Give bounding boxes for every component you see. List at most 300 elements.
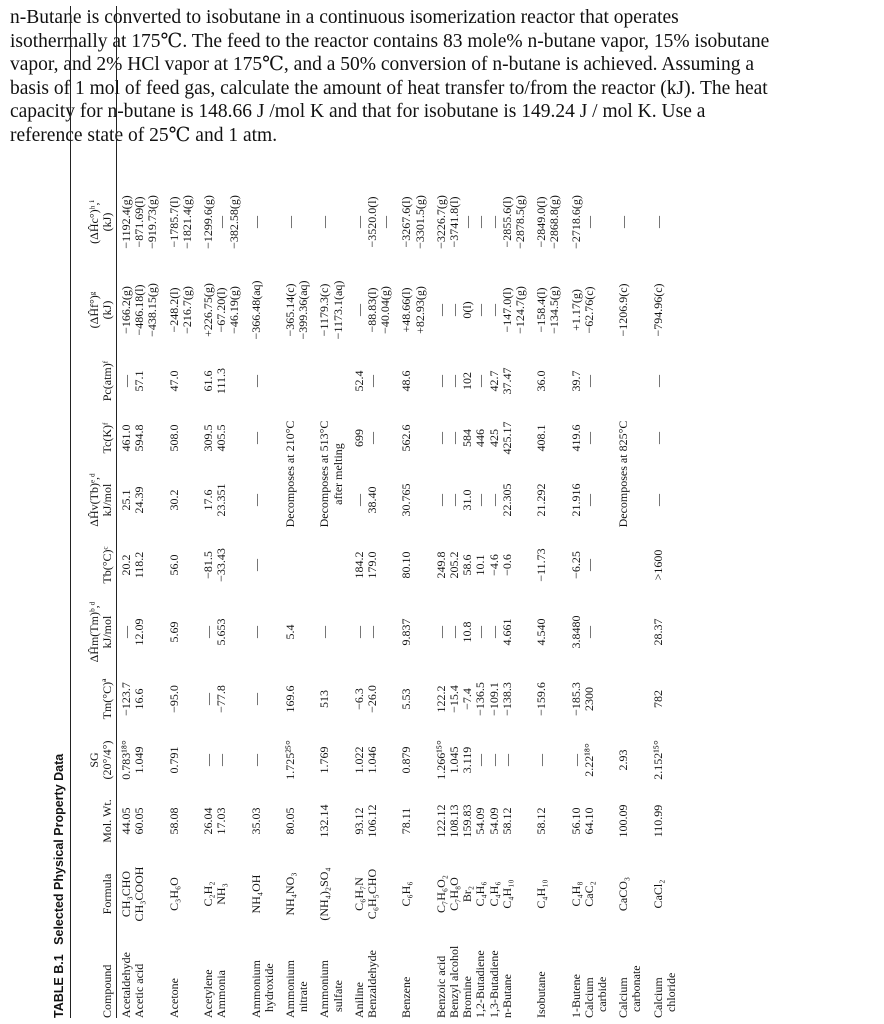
cell-mw: 100.09	[616, 804, 631, 838]
cell-tc: 562.6	[399, 424, 414, 452]
cell-sg: 2.152¹⁵°	[650, 740, 665, 780]
cell-pc: 52.4	[351, 370, 366, 392]
cell-compound: Ammonium	[317, 959, 332, 1018]
cell-tc: 461.0	[119, 424, 133, 452]
cell-tb: −0.6	[499, 554, 514, 576]
cell-dhc: —	[650, 216, 665, 228]
cell-tc: —	[248, 432, 263, 444]
cell-tb: −11.73	[534, 548, 549, 582]
cell-compound: Benzoic acid	[433, 955, 448, 1018]
cell-dhf: —	[473, 304, 488, 316]
cell-dhc: −2849.0(l)	[534, 196, 549, 248]
cell-dhc: −3226.7(g)	[433, 195, 448, 249]
cell-dhm: —	[248, 626, 263, 638]
cell-mw: 106.12	[365, 804, 379, 838]
cell-dhf: —	[351, 304, 366, 316]
header-sg: SG (20°/4°)	[87, 740, 114, 780]
cell-dhv: 38.40	[365, 486, 379, 514]
cell-mw: 58.12	[534, 807, 549, 835]
cell-dhv: 21.292	[534, 483, 549, 517]
header-formula: Formula	[100, 873, 114, 915]
cell-dhf: −46.19(g)	[227, 286, 242, 334]
cell-formula: NH₃	[214, 883, 229, 905]
cell-note-span: Decomposes at 210°C	[283, 420, 297, 528]
cell-dhm: —	[351, 626, 366, 638]
cell-dhm: 12.09	[132, 618, 147, 646]
cell-note-span: after melting	[330, 443, 345, 505]
cell-tc: 405.5	[214, 424, 229, 452]
cell-tc: 419.6	[568, 424, 583, 452]
cell-mw: 93.12	[351, 807, 366, 835]
cell-dhc: —	[248, 216, 263, 228]
cell-formula: C₄H₈	[568, 881, 583, 907]
cell-dhc: −3267.6(l)	[399, 196, 414, 248]
cell-mw: 58.12	[499, 807, 514, 835]
cell-dhv: 30.2	[166, 489, 181, 511]
problem-line: isothermally at 175℃. The feed to the reactor contains 83 mole% n-butane vapor, 15% isobutane	[10, 30, 770, 52]
cell-dhv: 17.6	[201, 489, 215, 511]
cell-tm: −15.4	[447, 685, 461, 713]
cell-compound: Calcium	[650, 977, 665, 1018]
cell-compound: 1,2-Butadiene	[473, 950, 488, 1018]
cell-formula: C₄H₁₀	[499, 879, 514, 909]
header-dhc: (ΔĤc°)ʰ,ⁱ (kJ)	[87, 200, 114, 244]
cell-dhf: −365.14(c)	[283, 283, 297, 337]
cell-dhc: —	[616, 216, 631, 228]
cell-formula: C₇H₆O₂	[433, 875, 448, 913]
cell-tc: 446	[473, 429, 488, 447]
cell-pc: —	[650, 375, 665, 387]
cell-sg: 2.22¹⁸°	[581, 743, 596, 777]
cell-formula: C₆H₇N	[351, 877, 366, 911]
cell-dhf: −88.83(l)	[365, 287, 379, 333]
cell-mw: 44.05	[119, 807, 133, 835]
cell-tm: −109.1	[486, 682, 501, 716]
cell-dhf: —	[447, 304, 461, 316]
cell-compound: Bromine	[460, 976, 475, 1018]
cell-sg: 2.93	[616, 749, 631, 771]
cell-tm: −77.8	[214, 685, 229, 713]
cell-sg: 1.045	[447, 746, 461, 774]
cell-dhm: 3.8480	[568, 615, 583, 649]
cell-dhf: +1.17(g)	[568, 289, 583, 331]
cell-pc: —	[365, 375, 379, 387]
cell-tm: 782	[650, 690, 665, 708]
cell-sg: —	[248, 754, 263, 766]
table-header-rule	[116, 6, 117, 1018]
cell-compound: hydroxide	[261, 963, 276, 1018]
cell-tc: 425	[486, 429, 501, 447]
cell-dhc: −3520.0(l)	[365, 196, 379, 248]
cell-tb: 58.6	[460, 554, 475, 576]
cell-tc: 699	[351, 429, 366, 447]
cell-dhf: 0(l)	[460, 301, 475, 319]
cell-compound: Isobutane	[534, 971, 549, 1018]
cell-tb: 184.2	[351, 551, 366, 579]
cell-tm: −95.0	[166, 685, 181, 713]
cell-tm: 122.2	[433, 685, 448, 713]
cell-compound: n-Butane	[499, 974, 514, 1018]
cell-dhf: −62.76(c)	[581, 286, 596, 334]
cell-compound: Acetic acid	[132, 963, 147, 1018]
cell-tb: >1600	[650, 549, 665, 581]
cell-tb: —	[581, 559, 596, 571]
cell-dhv: —	[650, 494, 665, 506]
cell-dhv: 30.765	[399, 483, 414, 517]
cell-mw: 58.08	[166, 807, 181, 835]
cell-sg: —	[214, 754, 229, 766]
cell-compound: Ammonia	[214, 970, 229, 1018]
cell-mw: 64.10	[581, 807, 596, 835]
cell-dhv: 21.916	[568, 483, 583, 517]
cell-tm: −136.5	[473, 682, 488, 716]
cell-dhc: −2718.6(g)	[568, 195, 583, 249]
cell-dhm: —	[447, 626, 461, 638]
cell-compound: Calcium	[581, 977, 596, 1018]
cell-dhc: —	[283, 216, 297, 228]
cell-pc: 102	[460, 372, 475, 390]
cell-dhf: +82.93(g)	[412, 286, 427, 334]
cell-dhf: −67.20(l)	[214, 287, 229, 333]
cell-dhv: 22.305	[499, 483, 514, 517]
cell-tc: 309.5	[201, 424, 215, 452]
header-tb: Tb(°C)ᶜ	[100, 546, 114, 584]
cell-sg: 1.266¹⁵°	[433, 740, 448, 780]
cell-tc: —	[365, 432, 379, 444]
cell-formula: C₆H₅CHO	[365, 868, 379, 920]
table-caption	[52, 754, 66, 1018]
problem-line: n-Butane is converted to isobutane in a continuous isomerization reactor that operates	[10, 7, 679, 28]
cell-mw: 80.05	[283, 807, 297, 835]
cell-dhf: —	[486, 304, 501, 316]
cell-dhc: −1785.7(l)	[166, 196, 181, 248]
cell-tb: 179.0	[365, 551, 379, 579]
cell-compound: Benzaldehyde	[365, 950, 379, 1018]
cell-dhm: —	[119, 626, 133, 638]
cell-tb: —	[248, 559, 263, 571]
cell-tm: —	[201, 693, 215, 705]
cell-sg: —	[568, 754, 583, 766]
cell-dhc: —	[214, 216, 229, 228]
property-table	[50, 6, 884, 1018]
cell-compound: chloride	[663, 972, 678, 1018]
cell-dhf: −124.7(g)	[513, 286, 527, 334]
header-dhf: (ΔĤf°)ᵍ (kJ)	[87, 291, 114, 329]
cell-dhc: −1299.6(g)	[201, 195, 215, 249]
cell-pc: 47.0	[166, 370, 181, 392]
cell-dhm: —	[317, 626, 332, 638]
cell-tm: −138.3	[499, 682, 514, 716]
cell-dhc: —	[317, 216, 332, 228]
cell-dhv: —	[433, 494, 448, 506]
cell-pc: 36.0	[534, 370, 549, 392]
header-dhv: ΔĤv(Tb)ᵉ,ᵈ kJ/mol	[87, 473, 114, 527]
cell-dhc: −1821.4(g)	[179, 195, 194, 249]
cell-dhc: −3301.5(g)	[412, 195, 427, 249]
cell-tb: −33.43	[214, 548, 229, 582]
cell-tb: 10.1	[473, 554, 488, 576]
cell-tb: 249.8	[433, 551, 448, 579]
cell-sg: 1.049	[132, 746, 147, 774]
cell-tc: —	[447, 432, 461, 444]
cell-dhc: −3741.8(l)	[447, 196, 461, 248]
cell-dhf: −366.48(aq)	[248, 280, 263, 340]
cell-dhm: 5.653	[214, 618, 229, 646]
cell-dhf: +48.66(l)	[399, 287, 414, 333]
cell-mw: 122.12	[433, 804, 448, 838]
cell-dhv: —	[248, 494, 263, 506]
cell-dhc: —	[581, 216, 596, 228]
cell-mw: 108.13	[447, 804, 461, 838]
cell-compound: Benzene	[399, 976, 414, 1018]
cell-dhm: 28.37	[650, 618, 665, 646]
cell-sg: 1.046	[365, 746, 379, 774]
cell-sg: 0.791	[166, 746, 181, 774]
header-tc: Tc(K)ᶠ	[100, 422, 114, 454]
cell-dhc: −1192.4(g)	[119, 195, 133, 249]
cell-dhm: —	[473, 626, 488, 638]
header-compound: Compound	[100, 964, 114, 1018]
cell-pc: 111.3	[214, 367, 229, 395]
cell-mw: 56.10	[568, 807, 583, 835]
cell-compound: carbonate	[629, 965, 644, 1018]
cell-dhm: 5.69	[166, 621, 181, 643]
cell-dhf: −1206.9(c)	[616, 283, 631, 337]
cell-dhm: 9.837	[399, 618, 414, 646]
cell-formula: C₄H₁₀	[534, 879, 549, 909]
cell-dhf: —	[433, 304, 448, 316]
cell-tc: 408.1	[534, 424, 549, 452]
cell-dhv: —	[473, 494, 488, 506]
cell-formula: NH₄OH	[248, 874, 263, 914]
header-dhm: ΔĤm(Tm)ᵇ,ᵈ kJ/mol	[87, 601, 114, 663]
cell-dhm: 4.661	[499, 618, 514, 646]
cell-formula: (NH₄)₂SO₄	[317, 867, 332, 921]
cell-tb: −81.5	[201, 551, 215, 579]
cell-dhv: —	[581, 494, 596, 506]
cell-tb: 20.2	[119, 554, 133, 576]
cell-dhf: −158.4(l)	[534, 287, 549, 333]
cell-mw: 132.14	[317, 804, 332, 838]
header-mol-wt: Mol. Wt.	[100, 799, 114, 843]
cell-tc: 584	[460, 429, 475, 447]
cell-dhm: —	[365, 626, 379, 638]
cell-pc: 37.47	[499, 367, 514, 395]
cell-dhv: 25.1	[119, 489, 133, 511]
cell-dhm: —	[433, 626, 448, 638]
cell-tm: 16.6	[132, 688, 147, 710]
cell-dhf: −40.04(g)	[378, 286, 393, 334]
cell-tm: −123.7	[119, 682, 133, 716]
cell-tc: —	[433, 432, 448, 444]
cell-dhc: −2868.8(g)	[547, 195, 562, 249]
cell-tc: —	[581, 432, 596, 444]
cell-dhv: —	[351, 494, 366, 506]
header-pc: Pc(atm)ᶠ	[100, 360, 114, 402]
cell-dhf: −399.36(aq)	[296, 280, 311, 340]
cell-mw: 35.03	[248, 807, 263, 835]
cell-compound: Calcium	[616, 977, 631, 1018]
cell-dhm: —	[486, 626, 501, 638]
problem-line: capacity for n-butane is 148.66 J /mol K and that for isobutane is 149.24 J / mol K. Use a	[10, 101, 706, 123]
cell-tb: −6.25	[568, 551, 583, 579]
cell-sg: 0.783¹⁸°	[119, 740, 133, 780]
cell-pc: —	[248, 375, 263, 387]
cell-tc: —	[650, 432, 665, 444]
cell-pc: 57.1	[132, 370, 147, 392]
cell-pc: 48.6	[399, 370, 414, 392]
cell-compound: sulfate	[330, 980, 345, 1018]
cell-tm: —	[248, 693, 263, 705]
cell-tm: −185.3	[568, 682, 583, 716]
cell-formula: CaCl₂	[650, 879, 665, 909]
cell-mw: 54.09	[486, 807, 501, 835]
cell-compound: Acetaldehyde	[119, 952, 133, 1018]
cell-compound: Acetone	[166, 978, 181, 1018]
cell-pc: —	[119, 375, 133, 387]
cell-tb: −4.6	[486, 554, 501, 576]
cell-tm: −159.6	[534, 682, 549, 716]
cell-dhf: −147.0(l)	[499, 287, 514, 333]
cell-compound: 1,3-Butadiene	[486, 950, 501, 1018]
cell-dhc: —	[378, 216, 393, 228]
table-title: Selected Physical Property Data	[52, 753, 66, 945]
cell-formula: C₃H₆O	[166, 877, 181, 911]
cell-mw: 26.04	[201, 807, 215, 835]
cell-dhf: −1179.3(c)	[317, 283, 332, 337]
cell-dhm: 4.540	[534, 618, 549, 646]
cell-dhf: +226.75(g)	[201, 283, 215, 337]
cell-sg: —	[473, 754, 488, 766]
cell-tm: −6.3	[351, 688, 366, 710]
cell-dhv: —	[447, 494, 461, 506]
table-top-rule	[70, 6, 71, 1018]
cell-tc: 594.8	[132, 424, 147, 452]
problem-line: reference state of 25℃ and 1 atm.	[10, 124, 278, 146]
cell-sg: 3.119	[460, 746, 475, 774]
cell-tc: 425.17	[499, 421, 514, 455]
cell-dhf: −248.2(l)	[166, 287, 181, 333]
cell-formula: C₂H₂	[201, 881, 215, 907]
cell-tm: 2300	[581, 687, 596, 711]
cell-pc: —	[447, 375, 461, 387]
cell-compound: Benzyl alcohol	[447, 945, 461, 1018]
cell-formula: C₆H₆	[399, 881, 414, 907]
cell-compound: nitrate	[296, 981, 311, 1018]
cell-formula: CaCO₃	[616, 876, 631, 912]
cell-dhf: −216.7(g)	[179, 286, 194, 334]
cell-sg: —	[534, 754, 549, 766]
cell-tm: 513	[317, 690, 332, 708]
problem-line: vapor, and 2% HCl vapor at 175℃, and a 50% conversion of n-butane is achieved. Assuming a	[10, 54, 754, 76]
cell-dhc: —	[351, 216, 366, 228]
cell-dhf: −134.5(g)	[547, 286, 562, 334]
cell-compound: carbide	[595, 976, 609, 1018]
cell-formula: CH₃COOH	[132, 866, 147, 922]
cell-sg: 1.022	[351, 746, 366, 774]
cell-dhc: −871.69(l)	[132, 196, 147, 248]
cell-compound: Ammonium	[248, 959, 263, 1018]
cell-dhc: −2855.6(l)	[499, 196, 514, 248]
cell-mw: 110.99	[650, 804, 665, 838]
cell-compound: Aniline	[351, 982, 366, 1018]
cell-sg: 0.879	[399, 746, 414, 774]
cell-dhc: −2878.5(g)	[513, 195, 527, 249]
cell-formula: NH₄NO₃	[283, 872, 297, 916]
cell-tb: 80.10	[399, 551, 414, 579]
cell-dhf: −794.96(c)	[650, 283, 665, 337]
cell-dhm: —	[581, 626, 596, 638]
cell-dhm: —	[201, 626, 215, 638]
cell-pc: —	[473, 375, 488, 387]
cell-tm: 169.6	[283, 685, 297, 713]
cell-sg: —	[499, 754, 514, 766]
cell-mw: 60.05	[132, 807, 147, 835]
cell-dhv: 31.0	[460, 489, 475, 511]
cell-mw: 17.03	[214, 807, 229, 835]
cell-pc: 61.6	[201, 370, 215, 392]
cell-tm: 5.53	[399, 688, 414, 710]
cell-dhv: 23.351	[214, 483, 229, 517]
cell-dhm: 10.8	[460, 621, 475, 643]
cell-tb: 56.0	[166, 554, 181, 576]
cell-pc: 42.7	[486, 370, 501, 392]
cell-dhv: —	[486, 494, 501, 506]
cell-tc: 508.0	[166, 424, 181, 452]
cell-tb: 205.2	[447, 551, 461, 579]
cell-formula: C₇H₈O	[447, 877, 461, 911]
cell-sg: 1.769	[317, 746, 332, 774]
cell-formula: C₄H₆	[473, 881, 488, 907]
cell-dhf: −166.2(g)	[119, 286, 133, 334]
cell-dhv: 24.39	[132, 486, 147, 514]
header-tm: Tm(°C)ª	[100, 678, 114, 720]
cell-dhc: —	[473, 216, 488, 228]
cell-pc: —	[581, 375, 596, 387]
cell-note-span: Decomposes at 825°C	[616, 420, 631, 528]
cell-pc: 39.7	[568, 370, 583, 392]
cell-tb: 118.2	[132, 551, 147, 579]
cell-compound: Ammonium	[283, 959, 297, 1018]
cell-dhc: −382.58(g)	[227, 195, 242, 249]
cell-sg: —	[486, 754, 501, 766]
cell-sg: —	[201, 754, 215, 766]
cell-dhc: —	[486, 216, 501, 228]
cell-mw: 159.83	[460, 804, 475, 838]
cell-compound: 1-Butene	[568, 974, 583, 1018]
cell-dhf: −438.15(g)	[145, 283, 160, 337]
cell-formula: CH₃CHO	[119, 870, 133, 918]
cell-tm: −26.0	[365, 685, 379, 713]
cell-note-span: Decomposes at 513°C	[317, 420, 332, 528]
table-label: TABLE B.1	[52, 954, 66, 1018]
cell-dhc: —	[460, 216, 475, 228]
cell-formula: C₄H₆	[486, 881, 501, 907]
problem-line: basis of 1 mol of feed gas, calculate the amount of heat transfer to/from the reactor (kJ). The heat	[10, 77, 768, 99]
cell-sg: 1.725²⁵°	[283, 740, 297, 780]
cell-mw: 78.11	[399, 807, 414, 835]
cell-dhf: −486.18(l)	[132, 284, 147, 336]
cell-formula: Br₂	[460, 885, 475, 903]
cell-dhc: −919.73(g)	[145, 195, 160, 249]
cell-mw: 54.09	[473, 807, 488, 835]
cell-formula: CaC₂	[581, 881, 596, 907]
cell-tm: −7.4	[460, 688, 475, 710]
cell-dhm: 5.4	[283, 624, 297, 640]
cell-dhf: −1173.1(aq)	[330, 280, 345, 340]
cell-compound: Acetylene	[201, 969, 215, 1018]
cell-pc: —	[433, 375, 448, 387]
